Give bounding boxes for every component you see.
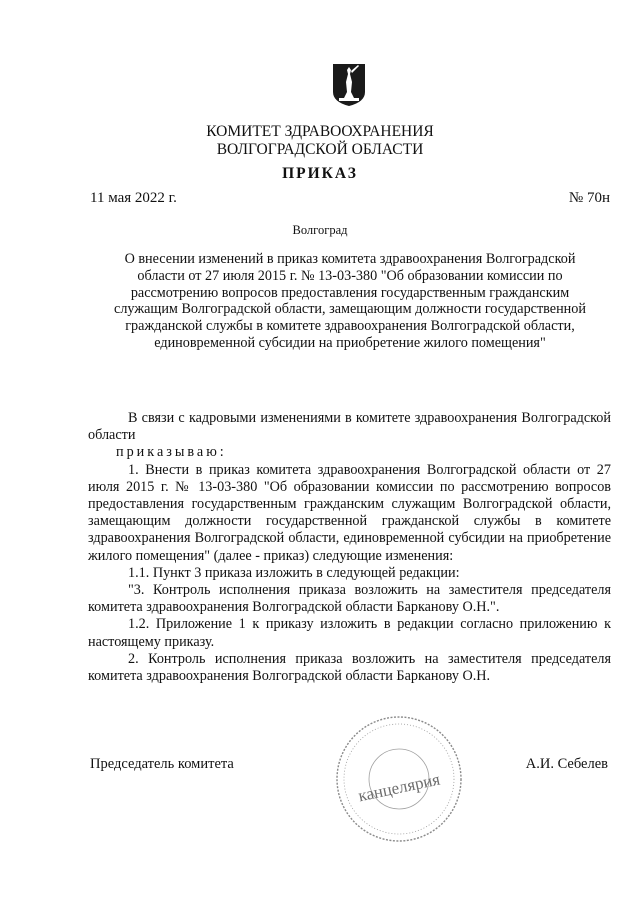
body-item-1: 1. Внести в приказ комитета здравоохранения Волгоградской области от 27 июля 2015 г. № 13-03-380 "Об образовании комиссии по рассмотрению вопросов предоставления государственным гражданским служащим Волгоградской области, замещающим должности государственной гражданской службы в комитете здравоохранения Волгоградской области, единовременной субсидии на приобретение жилого помещения" (далее - приказ) следующие изменения: — [88, 461, 611, 564]
document-date: 11 мая 2022 г. — [90, 190, 177, 206]
organization-name-line1: КОМИТЕТ ЗДРАВООХРАНЕНИЯ — [206, 123, 434, 140]
signatory-name: А.И. Себелев — [525, 756, 608, 772]
document-type-title: ПРИКАЗ — [282, 165, 358, 182]
body-item-2: 2. Контроль исполнения приказа возложить на заместителя председателя комитета здравоохранения Волгоградской области Барканову О.Н. — [88, 650, 611, 685]
document-city: Волгоград — [292, 223, 348, 237]
document-body — [88, 410, 611, 685]
document-number: № 70н — [568, 190, 610, 206]
body-item-1-1-text: "3. Контроль исполнения приказа возложить на заместителя председателя комитета здравоохранения Волгоградской области Барканову О.Н.". — [88, 582, 611, 616]
stamp-text: канцелярия — [356, 769, 442, 806]
body-order-word: приказываю: — [116, 444, 227, 461]
body-intro: В связи с кадровыми изменениями в комитете здравоохранения Волгоградской области — [88, 410, 611, 444]
office-stamp — [333, 713, 465, 845]
organization-name-line2: ВОЛГОГРАДСКОЙ ОБЛАСТИ — [216, 141, 424, 158]
document-subject: О внесении изменений в приказ комитета здравоохранения Волгоградской области от 27 июля 2015 г. № 13-03-380 "Об образовании комиссии по рассмотрению вопросов предоставления государственным гражданским служащим Волгоградской области, замещающим должности государственной гражданской службы в комитете здравоохранения Волгоградской области, единовременной субсидии на приобретение жилого помещения" — [114, 251, 586, 351]
body-item-1-1: 1.1. Пункт 3 приказа изложить в следующей редакции: — [128, 564, 460, 581]
coat-of-arms-emblem — [331, 62, 367, 108]
body-item-1-2: 1.2. Приложение 1 к приказу изложить в редакции согласно приложению к настоящему приказу. — [88, 616, 611, 650]
signatory-position: Председатель комитета — [90, 756, 234, 772]
